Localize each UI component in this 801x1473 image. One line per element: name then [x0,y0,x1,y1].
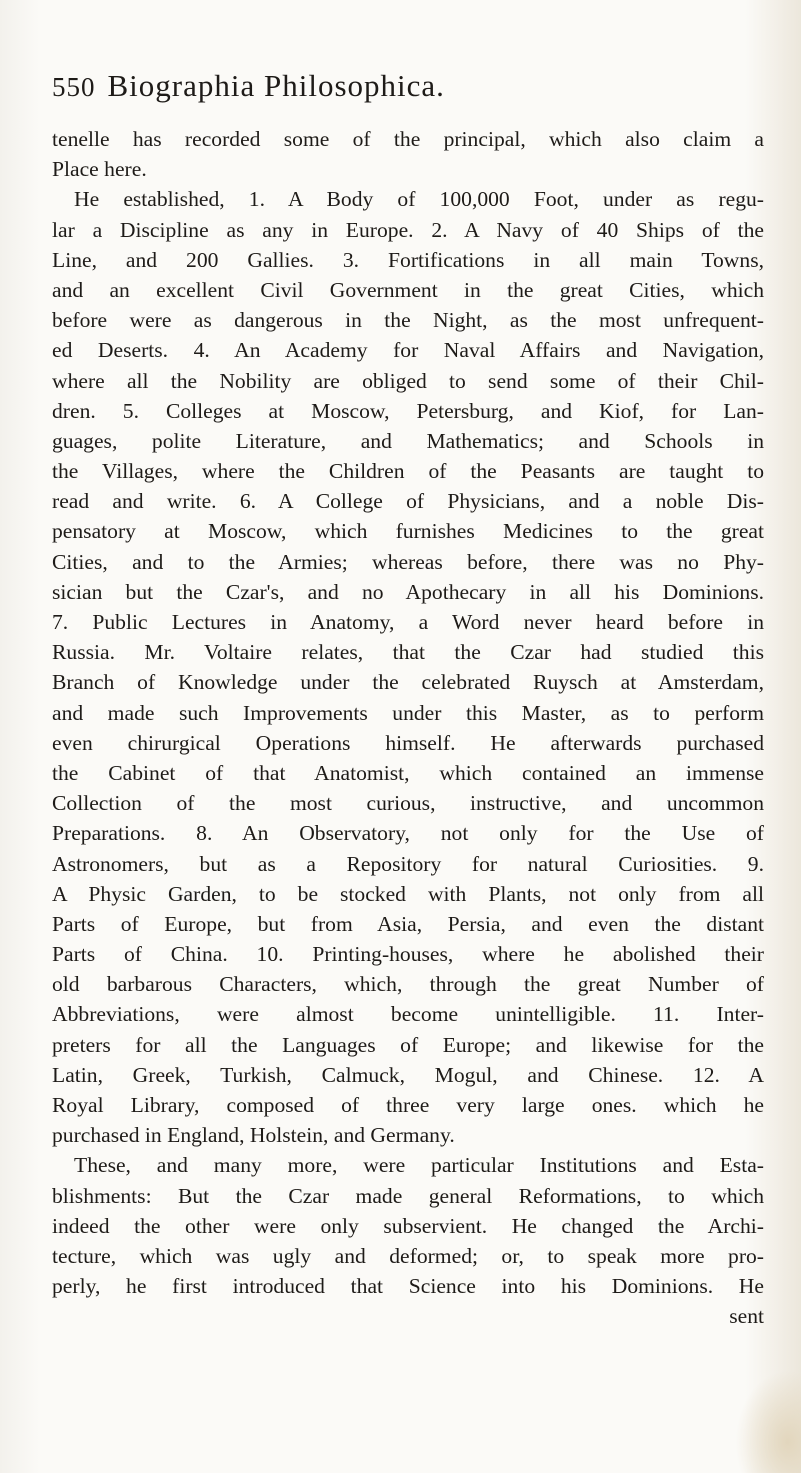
text-line: the Cabinet of that Anatomist, which contained an immense [52,760,764,785]
text-line: Preparations. 8. An Observatory, not only for the Use of [52,821,764,846]
text-line: Collection of the most curious, instructive, and uncommon [52,791,764,816]
text-line: Parts of China. 10. Printing-houses, where he abolished their [52,942,764,967]
text-line: and an excellent Civil Government in the great Cities, which [52,277,764,302]
text-line: tenelle has recorded some of the principal, which also claim a [52,127,764,151]
text-line: and made such Improvements under this Master, as to perform [52,700,764,725]
text-line: 7. Public Lectures in Anatomy, a Word never heard before in [52,610,764,634]
text-line: blishments: But the Czar made general Reformations, to which [52,1183,764,1208]
text-line: read and write. 6. A College of Physicians, and a noble Dis- [52,489,764,514]
text-line: Parts of Europe, but from Asia, Persia, and even the distant [52,911,764,936]
text-line: even chirurgical Operations himself. He afterwards purchased [52,730,764,755]
page-header [52,68,762,120]
text-line: where all the Nobility are obliged to send some of their Chil- [52,368,764,393]
page-number: 550 [52,72,96,102]
text-line: lar a Discipline as any in Europe. 2. A Navy of 40 Ships of the [52,217,764,242]
text-line: dren. 5. Colleges at Moscow, Petersburg, and Kiof, for Lan- [52,398,764,423]
body-text [52,124,764,1332]
text-line: ed Deserts. 4. An Academy for Naval Affairs and Navigation, [52,338,764,363]
text-line: Latin, Greek, Turkish, Calmuck, Mogul, and Chinese. 12. A [52,1062,764,1087]
text-line: Astronomers, but as a Repository for natural Curiosities. 9. [52,851,764,876]
text-line: Branch of Knowledge under the celebrated Ruysch at Amsterdam, [52,670,764,695]
text-line: purchased in England, Holstein, and Germany. [52,1123,455,1148]
text-line: tecture, which was ugly and deformed; or, to speak more pro- [52,1243,764,1268]
paper-stain [735,1370,801,1473]
text-line: Royal Library, composed of three very large ones. which he [52,1093,764,1117]
text-line: pensatory at Moscow, which furnishes Medicines to the great [52,519,764,544]
text-line: before were as dangerous in the Night, as the most unfrequent- [52,308,764,333]
text-line: He established, 1. A Body of 100,000 Foot, under as regu- [74,187,764,212]
text-line: preters for all the Languages of Europe; and likewise for the [52,1032,764,1057]
text-line: perly, he first introduced that Science into his Dominions. He [52,1274,764,1299]
text-line: Cities, and to the Armies; whereas before, there was no Phy- [52,549,764,574]
text-line: Abbreviations, were almost become unintelligible. 11. Inter- [52,1002,764,1027]
text-line: Line, and 200 Gallies. 3. Fortifications in all main Towns, [52,247,764,272]
text-line: guages, polite Literature, and Mathematics; and Schools in [52,428,764,453]
text-line: indeed the other were only subservient. He changed the Archi- [52,1213,764,1238]
text-line: A Physic Garden, to be stocked with Plants, not only from all [52,881,764,906]
text-line: sician but the Czar's, and no Apothecary in all his Dominions. [52,579,764,604]
text-line: the Villages, where the Children of the Peasants are taught to [52,459,764,484]
running-title: Biographia Philosophica. [107,68,445,103]
catchword: sent [729,1304,764,1329]
text-line: old barbarous Characters, which, through the great Number of [52,972,764,997]
text-line: Place here. [52,157,147,182]
text-line: Russia. Mr. Voltaire relates, that the Czar had studied this [52,640,764,665]
text-line: These, and many more, were particular Institutions and Esta- [74,1153,764,1178]
